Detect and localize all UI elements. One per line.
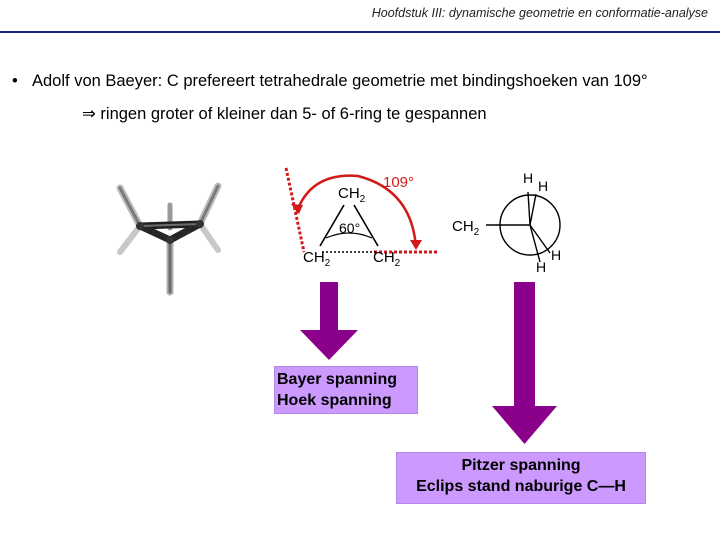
- pitzer-line1: Pitzer spanning: [461, 457, 581, 474]
- slide-header: Hoofdstuk III: dynamische geometrie en conformatie-analyse: [371, 6, 708, 20]
- top-ch2-label: $CH_2$: [338, 185, 366, 205]
- newman-h-bottom-right: H: [551, 247, 562, 263]
- pitzer-arrow: [492, 282, 557, 444]
- newman-h-bottom: H: [536, 259, 547, 275]
- sub-text: ringen groter of kleiner dan 5- of 6-ring te gespannen: [100, 105, 487, 123]
- left-ch2-label: $CH_2$: [303, 249, 331, 269]
- bayer-line1: Bayer spanning: [277, 371, 398, 388]
- cyclopropane-3d-model: [120, 186, 218, 292]
- bayer-strain-box: [274, 366, 418, 414]
- bullet-symbol: •: [12, 72, 18, 90]
- pitzer-line2: Eclips stand naburige C—H: [416, 478, 626, 495]
- newman-h-top-left: H: [523, 170, 534, 186]
- bayer-line2: Hoek spanning: [277, 392, 392, 409]
- newman-ch2-label: $CH_2$: [452, 218, 480, 238]
- right-ch2-label: $CH_2$: [373, 249, 401, 269]
- tetrahedral-bond-left: [286, 168, 304, 252]
- tetrahedral-angle-label: 109°: [383, 174, 415, 191]
- bullet-text: Adolf von Baeyer: C prefereert tetrahedrale geometrie met bindingshoeken van 109°: [32, 72, 648, 90]
- cyclopropane-strain-diagram: [286, 168, 438, 269]
- pitzer-strain-box: [396, 452, 646, 504]
- newman-projection: [452, 170, 561, 275]
- bayer-arrow: [300, 282, 358, 360]
- implies-arrow-icon: ⇒: [82, 105, 96, 123]
- ring-angle-label: 60°: [339, 220, 361, 236]
- newman-h-top-right: H: [538, 178, 549, 194]
